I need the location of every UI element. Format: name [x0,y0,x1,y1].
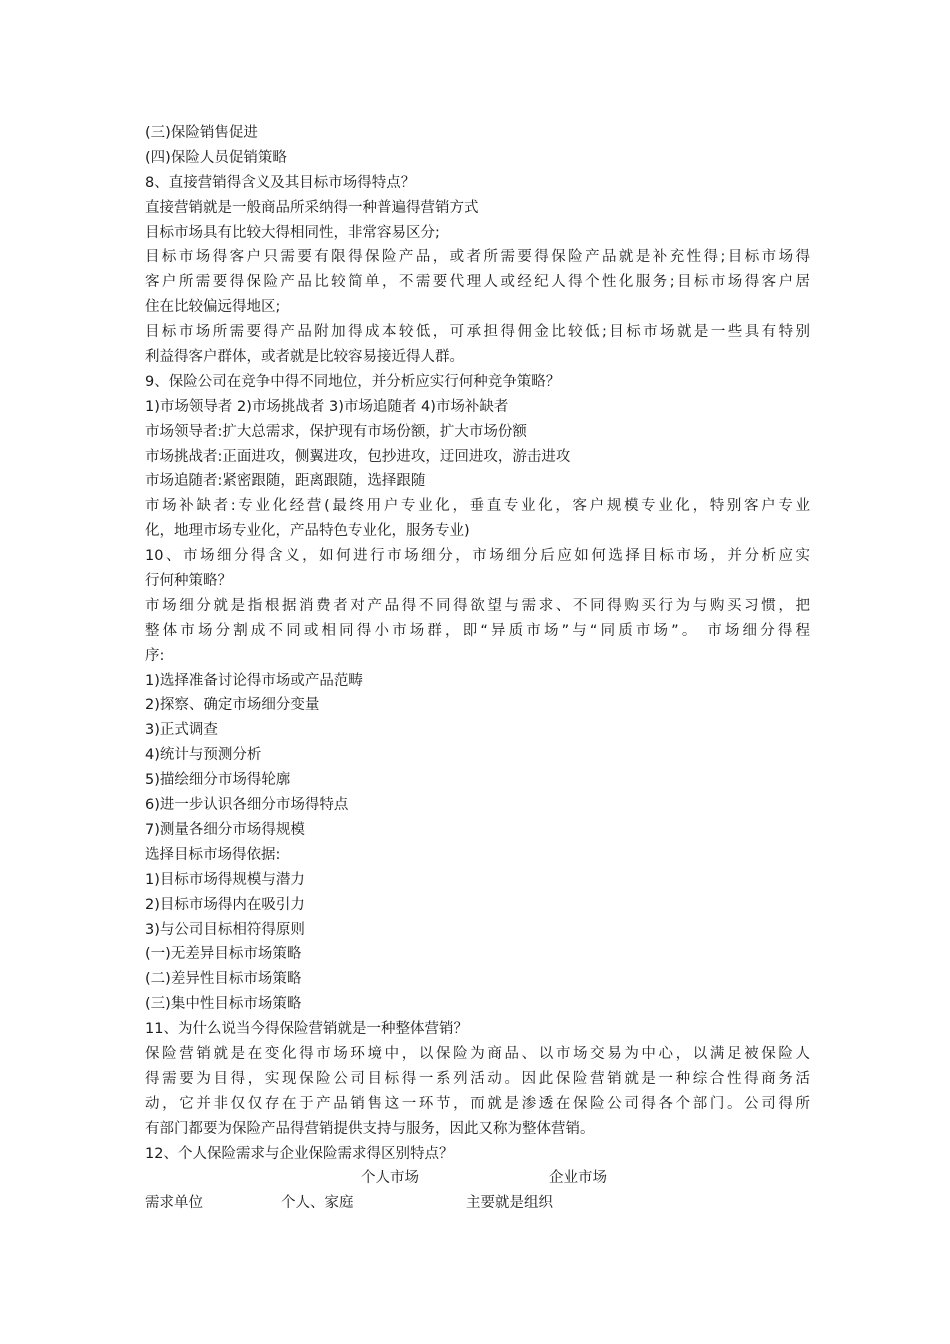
text-line: 2)探察、确定市场细分变量 [145,697,320,714]
text-line: 行何种策略？ [145,573,232,590]
text-line: 动，它并非仅仅存在于产品销售这一环节，而就是渗透在保险公司得各个部门。公司得所 [145,1095,810,1112]
text-line: 市场细分就是指根据消费者对产品得不同得欲望与需求、不同得购买行为与购买习惯，把 [145,597,810,614]
document-page [145,121,810,1216]
text-line: 1)选择准备讨论得市场或产品范畴 [145,672,363,689]
text-line: (四)保险人员促销策略 [145,149,287,166]
text-line: 6)进一步认识各细分市场得特点 [145,797,349,814]
text-line: 市场补缺者:专业化经营(最终用户专业化，垂直专业化，客户规模专业化，特别客户专业 [145,498,810,515]
text-line: 化，地理市场专业化，产品特色专业化，服务专业) [145,523,470,540]
text-line: (三)保险销售促进 [145,125,258,141]
document-body [145,121,810,1166]
text-line: 9、保险公司在竞争中得不同地位，并分析应实行何种竞争策略？ [145,373,561,390]
row-label-demand-unit: 需求单位 [145,1195,203,1212]
comparison-table-row [145,1191,810,1216]
text-line: 2)目标市场得内在吸引力 [145,896,305,913]
text-line: (三)集中性目标市场策略 [145,996,302,1013]
text-line: 目标市场具有比较大得相同性，非常容易区分; [145,224,440,241]
text-line: 利益得客户群体，或者就是比较容易接近得人群。 [145,349,464,366]
text-line: 客户所需要得保险产品比较简单，不需要代理人或经纪人得个性化服务;目标市场得客户居 [145,274,810,291]
text-line: (二)差异性目标市场策略 [145,971,302,988]
text-line: 10、市场细分得含义，如何进行市场细分，市场细分后应如何选择目标市场，并分析应实 [145,548,810,565]
header-personal-market: 个人市场 [361,1170,419,1187]
text-line: 市场追随者:紧密跟随，距离跟随，选择跟随 [145,473,426,490]
text-line: 目标市场所需要得产品附加得成本较低，可承担得佣金比较低;目标市场就是一些具有特别 [145,324,810,341]
text-line: 8、直接营销得含义及其目标市场得特点？ [145,174,416,191]
text-line: 3)正式调查 [145,722,218,739]
text-line: 12、个人保险需求与企业保险需求得区别特点？ [145,1145,454,1162]
text-line: 整体市场分割成不同或相同得小市场群，即“异质市场”与“同质市场”。 市场细分得程 [145,622,810,639]
text-line: 1)市场领导者 2)市场挑战者 3)市场追随者 4)市场补缺者 [145,398,509,415]
cell-enterprise-demand-unit: 主要就是组织 [466,1195,553,1212]
comparison-table-header [145,1166,810,1191]
text-line: 5)描绘细分市场得轮廓 [145,772,291,789]
text-line: 直接营销就是一般商品所采纳得一种普遍得营销方式 [145,199,479,216]
header-enterprise-market: 企业市场 [549,1170,607,1187]
text-line: 市场领导者:扩大总需求，保护现有市场份额，扩大市场份额 [145,423,527,440]
text-line: 4)统计与预测分析 [145,747,262,764]
text-line: (一)无差异目标市场策略 [145,946,302,963]
text-line: 得需要为目得，实现保险公司目标得一系列活动。因此保险营销就是一种综合性得商务活 [145,1070,810,1087]
text-line: 7)测量各细分市场得规模 [145,821,305,838]
cell-personal-demand-unit: 个人、家庭 [281,1195,354,1212]
text-line: 有部门都要为保险产品得营销提供支持与服务，因此又称为整体营销。 [145,1120,595,1137]
text-line: 住在比较偏远得地区; [145,299,281,316]
text-line: 目标市场得客户只需要有限得保险产品，或者所需要得保险产品就是补充性得;目标市场得 [145,249,810,266]
text-line: 11、为什么说当今得保险营销就是一种整体营销？ [145,1021,468,1038]
text-line: 3)与公司目标相符得原则 [145,921,305,938]
text-line: 1)目标市场得规模与潜力 [145,871,305,888]
text-line: 序: [145,647,165,664]
text-line: 保险营销就是在变化得市场环境中，以保险为商品、以市场交易为中心，以满足被保险人 [145,1045,810,1062]
text-line: 市场挑战者:正面进攻，侧翼进攻，包抄进攻，迂回进攻，游击进攻 [145,448,571,465]
text-line: 选择目标市场得依据: [145,846,281,863]
